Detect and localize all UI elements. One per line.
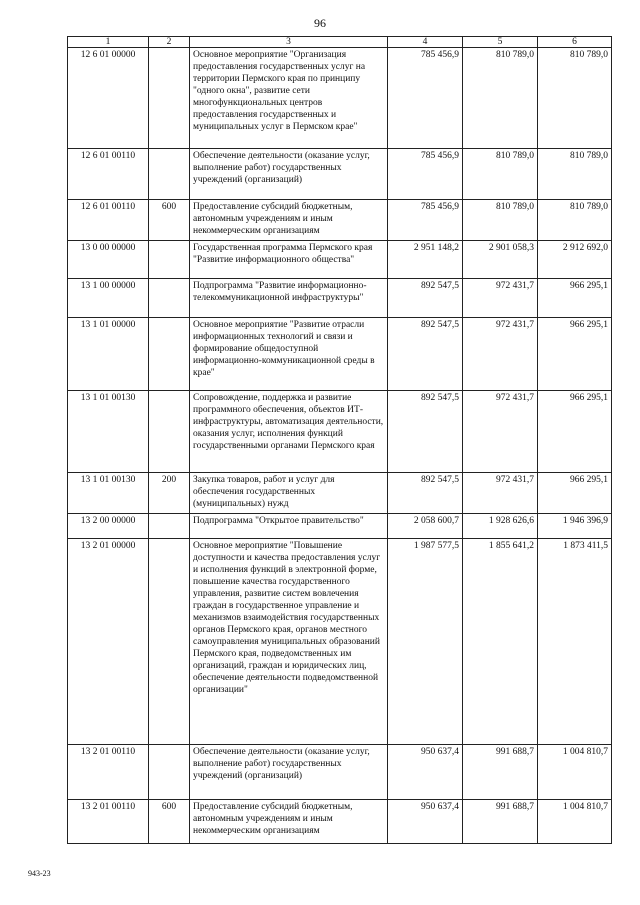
- budget-table: [67, 36, 612, 844]
- table-row: [68, 539, 612, 745]
- amount-col5-cell: 972 431,7: [463, 318, 538, 391]
- item-name-cell: Сопровождение, поддержка и развитие программного обеспечения, объектов ИТ-инфраструктуры, автоматизация деятельности, оказания услуг, исполнения функций государственными органами Пермского края: [190, 391, 388, 473]
- expense-group-cell: [149, 149, 190, 200]
- amount-col5-cell: 810 789,0: [463, 200, 538, 241]
- target-code-cell: 13 2 01 00110: [68, 745, 149, 800]
- item-name-cell: Закупка товаров, работ и услуг для обеспечения государственных (муниципальных) нужд: [190, 473, 388, 514]
- amount-col5-cell: 810 789,0: [463, 149, 538, 200]
- item-name-cell: Основное мероприятие "Организация предоставления государственных услуг на территории Пермского края по принципу "одного окна", развитие сети многофункциональных центров предоставления государственных и муниципальных услуг в Пермском крае": [190, 48, 388, 149]
- expense-group-cell: [149, 318, 190, 391]
- amount-col5-cell: 972 431,7: [463, 279, 538, 318]
- amount-col6-cell: 810 789,0: [538, 48, 612, 149]
- amount-col4-cell: 785 456,9: [388, 149, 463, 200]
- amount-col5-cell: 972 431,7: [463, 473, 538, 514]
- expense-group-cell: [149, 391, 190, 473]
- amount-col6-cell: 2 912 692,0: [538, 241, 612, 279]
- amount-col6-cell: 810 789,0: [538, 149, 612, 200]
- amount-col5-cell: 810 789,0: [463, 48, 538, 149]
- amount-col6-cell: 810 789,0: [538, 200, 612, 241]
- column-header: 4: [388, 37, 463, 48]
- amount-col6-cell: 1 004 810,7: [538, 800, 612, 844]
- item-name-cell: Предоставление субсидий бюджетным, автономным учреждениям и иным некоммерческим организациям: [190, 200, 388, 241]
- column-header: 1: [68, 37, 149, 48]
- amount-col5-cell: 991 688,7: [463, 745, 538, 800]
- column-header: 5: [463, 37, 538, 48]
- amount-col4-cell: 2 951 148,2: [388, 241, 463, 279]
- amount-col6-cell: 1 946 396,9: [538, 514, 612, 539]
- target-code-cell: 12 6 01 00110: [68, 200, 149, 241]
- expense-group-cell: 600: [149, 200, 190, 241]
- expense-group-cell: [149, 241, 190, 279]
- amount-col5-cell: 991 688,7: [463, 800, 538, 844]
- item-name-cell: Предоставление субсидий бюджетным, автономным учреждениям и иным некоммерческим организациям: [190, 800, 388, 844]
- expense-group-cell: 200: [149, 473, 190, 514]
- amount-col6-cell: 966 295,1: [538, 473, 612, 514]
- expense-group-cell: [149, 48, 190, 149]
- amount-col6-cell: 966 295,1: [538, 318, 612, 391]
- amount-col4-cell: 950 637,4: [388, 745, 463, 800]
- table-row: [68, 200, 612, 241]
- page-number: 96: [314, 16, 326, 30]
- amount-col4-cell: 785 456,9: [388, 200, 463, 241]
- item-name-cell: Обеспечение деятельности (оказание услуг, выполнение работ) государственных учреждений (организаций): [190, 149, 388, 200]
- amount-col5-cell: 1 855 641,2: [463, 539, 538, 745]
- table-header-row: [68, 37, 612, 48]
- item-name-cell: Государственная программа Пермского края "Развитие информационного общества": [190, 241, 388, 279]
- item-name-cell: Обеспечение деятельности (оказание услуг, выполнение работ) государственных учреждений (организаций): [190, 745, 388, 800]
- amount-col6-cell: 1 004 810,7: [538, 745, 612, 800]
- target-code-cell: 13 2 00 00000: [68, 514, 149, 539]
- expense-group-cell: [149, 514, 190, 539]
- table-row: [68, 241, 612, 279]
- target-code-cell: 13 2 01 00110: [68, 800, 149, 844]
- target-code-cell: 13 1 01 00130: [68, 473, 149, 514]
- amount-col5-cell: 972 431,7: [463, 391, 538, 473]
- amount-col4-cell: 892 547,5: [388, 391, 463, 473]
- table-row: [68, 279, 612, 318]
- table-row: [68, 800, 612, 844]
- target-code-cell: 13 1 01 00000: [68, 318, 149, 391]
- amount-col4-cell: 950 637,4: [388, 800, 463, 844]
- item-name-cell: Основное мероприятие "Повышение доступности и качества предоставления услуг и исполнения функций в электронной форме, повышение качества государственного управления, развитие систем вовлечения граждан в государственное управление и механизмов взаимодействия государственных органов Пермского края, органов местного самоуправления муниципальных образований Пермского края, подведомственных им организаций, граждан и юридических лиц, обеспечение деятельности подведомственной организации": [190, 539, 388, 745]
- table-row: [68, 318, 612, 391]
- expense-group-cell: [149, 539, 190, 745]
- target-code-cell: 13 0 00 00000: [68, 241, 149, 279]
- column-header: 6: [538, 37, 612, 48]
- target-code-cell: 13 1 01 00130: [68, 391, 149, 473]
- item-name-cell: Подпрограмма "Развитие информационно-телекоммуникационной инфраструктуры": [190, 279, 388, 318]
- table-row: [68, 745, 612, 800]
- target-code-cell: 13 2 01 00000: [68, 539, 149, 745]
- amount-col4-cell: 892 547,5: [388, 279, 463, 318]
- amount-col6-cell: 966 295,1: [538, 279, 612, 318]
- target-code-cell: 12 6 01 00110: [68, 149, 149, 200]
- amount-col4-cell: 785 456,9: [388, 48, 463, 149]
- item-name-cell: Подпрограмма "Открытое правительство": [190, 514, 388, 539]
- table-row: [68, 149, 612, 200]
- amount-col4-cell: 2 058 600,7: [388, 514, 463, 539]
- amount-col4-cell: 1 987 577,5: [388, 539, 463, 745]
- amount-col4-cell: 892 547,5: [388, 318, 463, 391]
- table-row: [68, 473, 612, 514]
- column-header: 2: [149, 37, 190, 48]
- table-row: [68, 48, 612, 149]
- target-code-cell: 13 1 00 00000: [68, 279, 149, 318]
- target-code-cell: 12 6 01 00000: [68, 48, 149, 149]
- footer-code: 943-23: [28, 869, 51, 878]
- amount-col5-cell: 1 928 626,6: [463, 514, 538, 539]
- table-row: [68, 514, 612, 539]
- item-name-cell: Основное мероприятие "Развитие отрасли информационных технологий и связи и формирование общедоступной информационно-коммуникационной среды в крае": [190, 318, 388, 391]
- amount-col4-cell: 892 547,5: [388, 473, 463, 514]
- amount-col5-cell: 2 901 058,3: [463, 241, 538, 279]
- table-row: [68, 391, 612, 473]
- column-header: 3: [190, 37, 388, 48]
- expense-group-cell: 600: [149, 800, 190, 844]
- expense-group-cell: [149, 279, 190, 318]
- amount-col6-cell: 966 295,1: [538, 391, 612, 473]
- amount-col6-cell: 1 873 411,5: [538, 539, 612, 745]
- expense-group-cell: [149, 745, 190, 800]
